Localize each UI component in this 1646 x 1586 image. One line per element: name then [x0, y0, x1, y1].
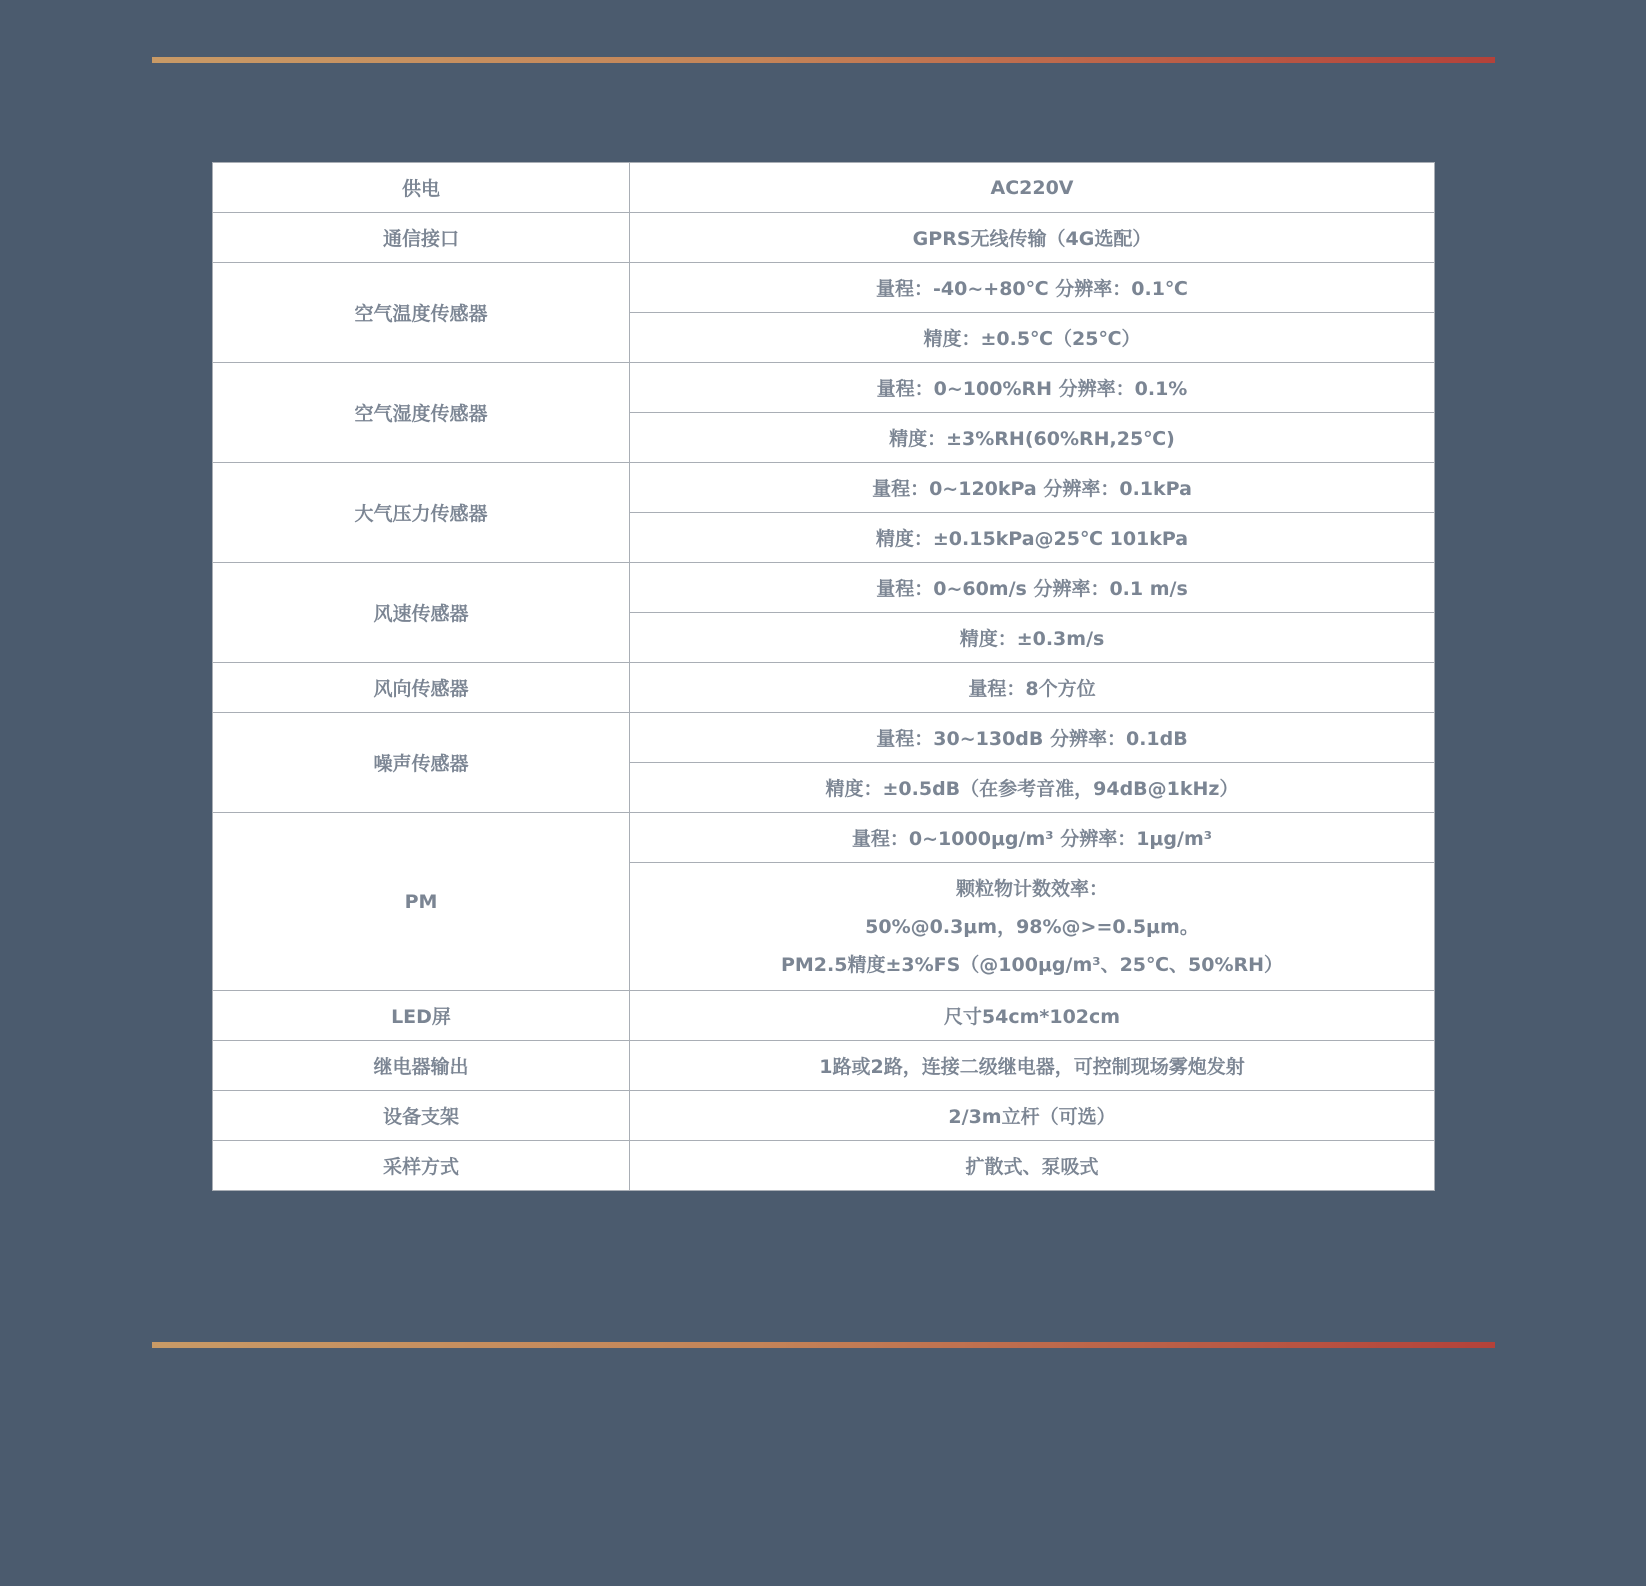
- table-row: [213, 713, 1435, 763]
- row-value: 量程：0~100%RH 分辨率：0.1%: [630, 363, 1435, 413]
- row-value: 精度：±3%RH(60%RH,25℃): [630, 413, 1435, 463]
- row-label: LED屏: [213, 991, 630, 1041]
- row-value: 量程：0~120kPa 分辨率：0.1kPa: [630, 463, 1435, 513]
- row-value: 扩散式、泵吸式: [630, 1141, 1435, 1191]
- row-label: 供电: [213, 163, 630, 213]
- table-row: [213, 663, 1435, 713]
- table-row: [213, 213, 1435, 263]
- row-label: 风速传感器: [213, 563, 630, 663]
- row-label: 风向传感器: [213, 663, 630, 713]
- row-value: AC220V: [630, 163, 1435, 213]
- table-row: [213, 563, 1435, 613]
- row-label: 设备支架: [213, 1091, 630, 1141]
- row-value: 精度：±0.15kPa@25℃ 101kPa: [630, 513, 1435, 563]
- row-label: 空气温度传感器: [213, 263, 630, 363]
- row-label: PM: [213, 813, 630, 991]
- row-value: 量程：8个方位: [630, 663, 1435, 713]
- row-value-multiline: [630, 863, 1435, 991]
- row-label: 采样方式: [213, 1141, 630, 1191]
- table-row: [213, 813, 1435, 863]
- row-value: GPRS无线传输（4G选配）: [630, 213, 1435, 263]
- pm25-accuracy: PM2.5精度±3%FS（@100μg/m³、25℃、50%RH）: [780, 953, 1284, 976]
- row-value: 量程：0~60m/s 分辨率：0.1 m/s: [630, 563, 1435, 613]
- row-value: 量程：0~1000μg/m³ 分辨率：1μg/m³: [630, 813, 1435, 863]
- row-value: 量程：30~130dB 分辨率：0.1dB: [630, 713, 1435, 763]
- row-value: 尺寸54cm*102cm: [630, 991, 1435, 1041]
- row-value: 1路或2路，连接二级继电器，可控制现场雾炮发射: [630, 1041, 1435, 1091]
- row-label: 通信接口: [213, 213, 630, 263]
- spec-table: [212, 162, 1435, 1191]
- row-label: 大气压力传感器: [213, 463, 630, 563]
- row-value: 精度：±0.3m/s: [630, 613, 1435, 663]
- pm-efficiency-title: 颗粒物计数效率：: [955, 877, 1108, 900]
- table-row: [213, 1041, 1435, 1091]
- row-value: 精度：±0.5℃（25℃）: [630, 313, 1435, 363]
- table-row: [213, 363, 1435, 413]
- pm-efficiency-values: 50%@0.3μm，98%@>=0.5μm。: [865, 915, 1199, 938]
- row-value: 量程：-40~+80℃ 分辨率：0.1℃: [630, 263, 1435, 313]
- table-row: [213, 1091, 1435, 1141]
- table-row: [213, 463, 1435, 513]
- row-label: 空气湿度传感器: [213, 363, 630, 463]
- table-row: [213, 263, 1435, 313]
- row-value: 精度：±0.5dB（在参考音准，94dB@1kHz）: [630, 763, 1435, 813]
- top-accent-rule: [152, 57, 1495, 63]
- row-label: 继电器输出: [213, 1041, 630, 1091]
- table-row: [213, 163, 1435, 213]
- table-row: [213, 1141, 1435, 1191]
- row-label: 噪声传感器: [213, 713, 630, 813]
- table-row: [213, 991, 1435, 1041]
- row-value: 2/3m立杆（可选）: [630, 1091, 1435, 1141]
- bottom-accent-rule: [152, 1342, 1495, 1348]
